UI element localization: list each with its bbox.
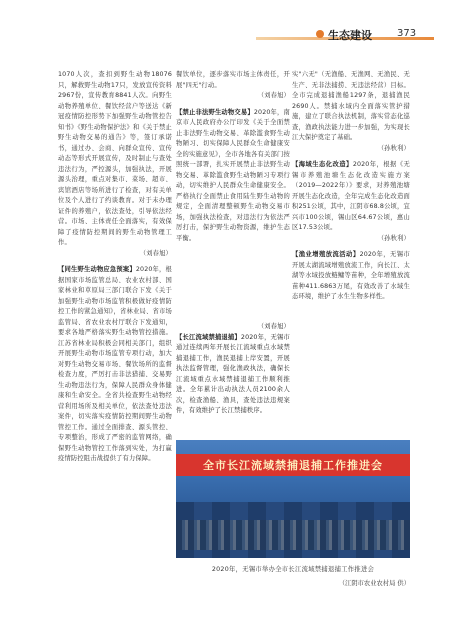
- paragraph-with-heading: [176, 333, 290, 417]
- section-title: 生态建设: [328, 29, 372, 42]
- photo-caption: 2020年，无锡市举办全市长江流域禁捕退捕工作推进会: [211, 566, 375, 573]
- photo-credit: （江阴市农业农村局 供）: [338, 580, 410, 587]
- photo-banner: 全市长江流域禁捕退捕工作推进会: [176, 454, 410, 476]
- section-heading: 【渔业增殖放流活动】: [292, 251, 360, 258]
- paragraph-body: 2020年，无锡市开展太湖流域增殖放流工作，向长江、太湖等水域投放鲢鳙等苗种，全年增殖放流苗种411.6863万尾，有效改善了水域生态环境，维护了水生生物多样性。: [292, 251, 410, 300]
- paragraph: 1070人次，查扣到野生动物18076只，解救野生动物17只，发放宣传资料2967份，宣传教育8841人次。向野生动物养殖单位、餐饮经营户等送达《新冠疫情防控形势下加强野生动物管控告知书》《野生动物保护法》和《关于禁止野生动物交易的通告》等，签订承诺书，通过办、会商、向群众宣传、宣传动态等形式开展宣传，及时制止与查处违法行为，严控源头，加强执法，开展源头治理，重点对集市、菜场、超市、宾馆酒店等场所进行了检查，对有关单位及个人进行了约谈教育。对于未办理证件的养殖户，依法查处，引导依法经营。市场、主体责任全面落实，有效保障了疫情防控期间的野生动物管理工作。: [58, 71, 172, 246]
- author-credit: （刘春旭）: [257, 92, 290, 99]
- author-credit: （刘春旭）: [139, 249, 172, 257]
- author-credit: （孙秋利）: [377, 144, 410, 152]
- text-column-middle: [176, 70, 290, 320]
- photo-audience: [176, 520, 410, 550]
- paragraph-with-heading: [292, 160, 410, 234]
- section-heading: 【长江流域禁捕退捕】: [176, 333, 241, 341]
- section-heading: 【同生野生动物应急预案】: [58, 266, 136, 273]
- text-column-middle-lower: [176, 322, 290, 417]
- paragraph-body: 2020年，根据国家市场监管总局、农业农村部、国家林业和草原局三部门联合下发《关于加强野生动物市场监管积极做好疫情防控工作的紧急通知》，省林业局、省市场监管局、省农业农村厅联合下发通知，要求各地严格落实野生动物管控措施。江苏省林业局积极会同相关部门，组织开展野生动物市场监管专项行动，加大对野生动物交易市场、餐饮场所的监督检查力度，严厉打击非法猎捕、交易野生动物违法行为，保障人民群众身体健康和生命安全。全省共检查野生动物经营利用场所及相关单位，依法查处违法案件，切实落实疫情防控期间野生动物管控工作。通过全面排查、源头管控、专项整治，形成了严密的监管网络，确保野生动物管控工作落到实处，为打赢疫情防控阻击战提供了有力保障。: [58, 266, 172, 462]
- paragraph: 餐饮单位，逐步落实市场主体责任，开展"四无"行动。: [176, 71, 290, 89]
- paragraph-body: 2020年，南京市人民政府办公厅印发《关于全面禁止非法野生动物交易、革除滥食野生动物陋习、切实保障人民群众生命健康安全的实施意见》，全市各地各有关部门按照统一部署，扎实开展禁止非法野生动物交易、革除滥食野生动物陋习专项行动，切实维护人民群众生命健康安全。严格执行全面禁止食用陆生野生动物的规定，全面清理整顿野生动物交易市场，加强执法检查，对违法行为依法严厉打击，保护野生动物资源，维护生态平衡。: [176, 108, 290, 242]
- paragraph-with-heading: [292, 250, 410, 303]
- author-credit: （刘春旭）: [257, 323, 290, 330]
- page-number: 373: [397, 28, 417, 39]
- text-column-right: [292, 70, 410, 303]
- section-icon: [316, 30, 324, 38]
- meeting-photo: [176, 440, 410, 558]
- section-heading: 【禁止非法野生动物交易】: [176, 108, 254, 116]
- page-header: [0, 0, 468, 56]
- paragraph: 实"六无"（无渔船、无渔网、无渔民、无生产、无非法捕捞、无违法经营）目标。全市完成退捕渔船1297条，退捕渔民2690人。禁捕水域内全面落实管护措施，建立了联合执法机制，落实常态化巡查，渔政执法能力进一步加强，为实现长江大保护奠定了基础。: [292, 71, 410, 141]
- author-credit: （孙秋利）: [377, 234, 410, 242]
- section-heading: 【海域生态化改造】: [292, 161, 353, 168]
- paragraph-body: 2020年，根据《无锡市养殖池塘生态化改造实施方案（2019—2022年）》要求，对养殖池塘开展生态化改造，全年完成生态化改造面积251公顷，其中，江阴市68.8公顷，宜兴市100公顷，锡山区64.67公顷，惠山区17.53公顷。: [292, 161, 410, 231]
- paragraph-body: 2020年，无锡市通过连续两年开展长江流域重点水域禁捕退捕工作，渔民退捕上岸安置，开展执法监督管理，强化渔政执法，确保长江流域重点水域禁捕退捕工作顺利推进。全年累计出动执法人员2100余人次，检查渔船、渔具，查处违法违规案件，有效维护了长江禁捕秩序。: [176, 333, 290, 414]
- paragraph-with-heading: [58, 265, 172, 465]
- text-column-left: [58, 70, 172, 465]
- paragraph-with-heading: [176, 108, 290, 245]
